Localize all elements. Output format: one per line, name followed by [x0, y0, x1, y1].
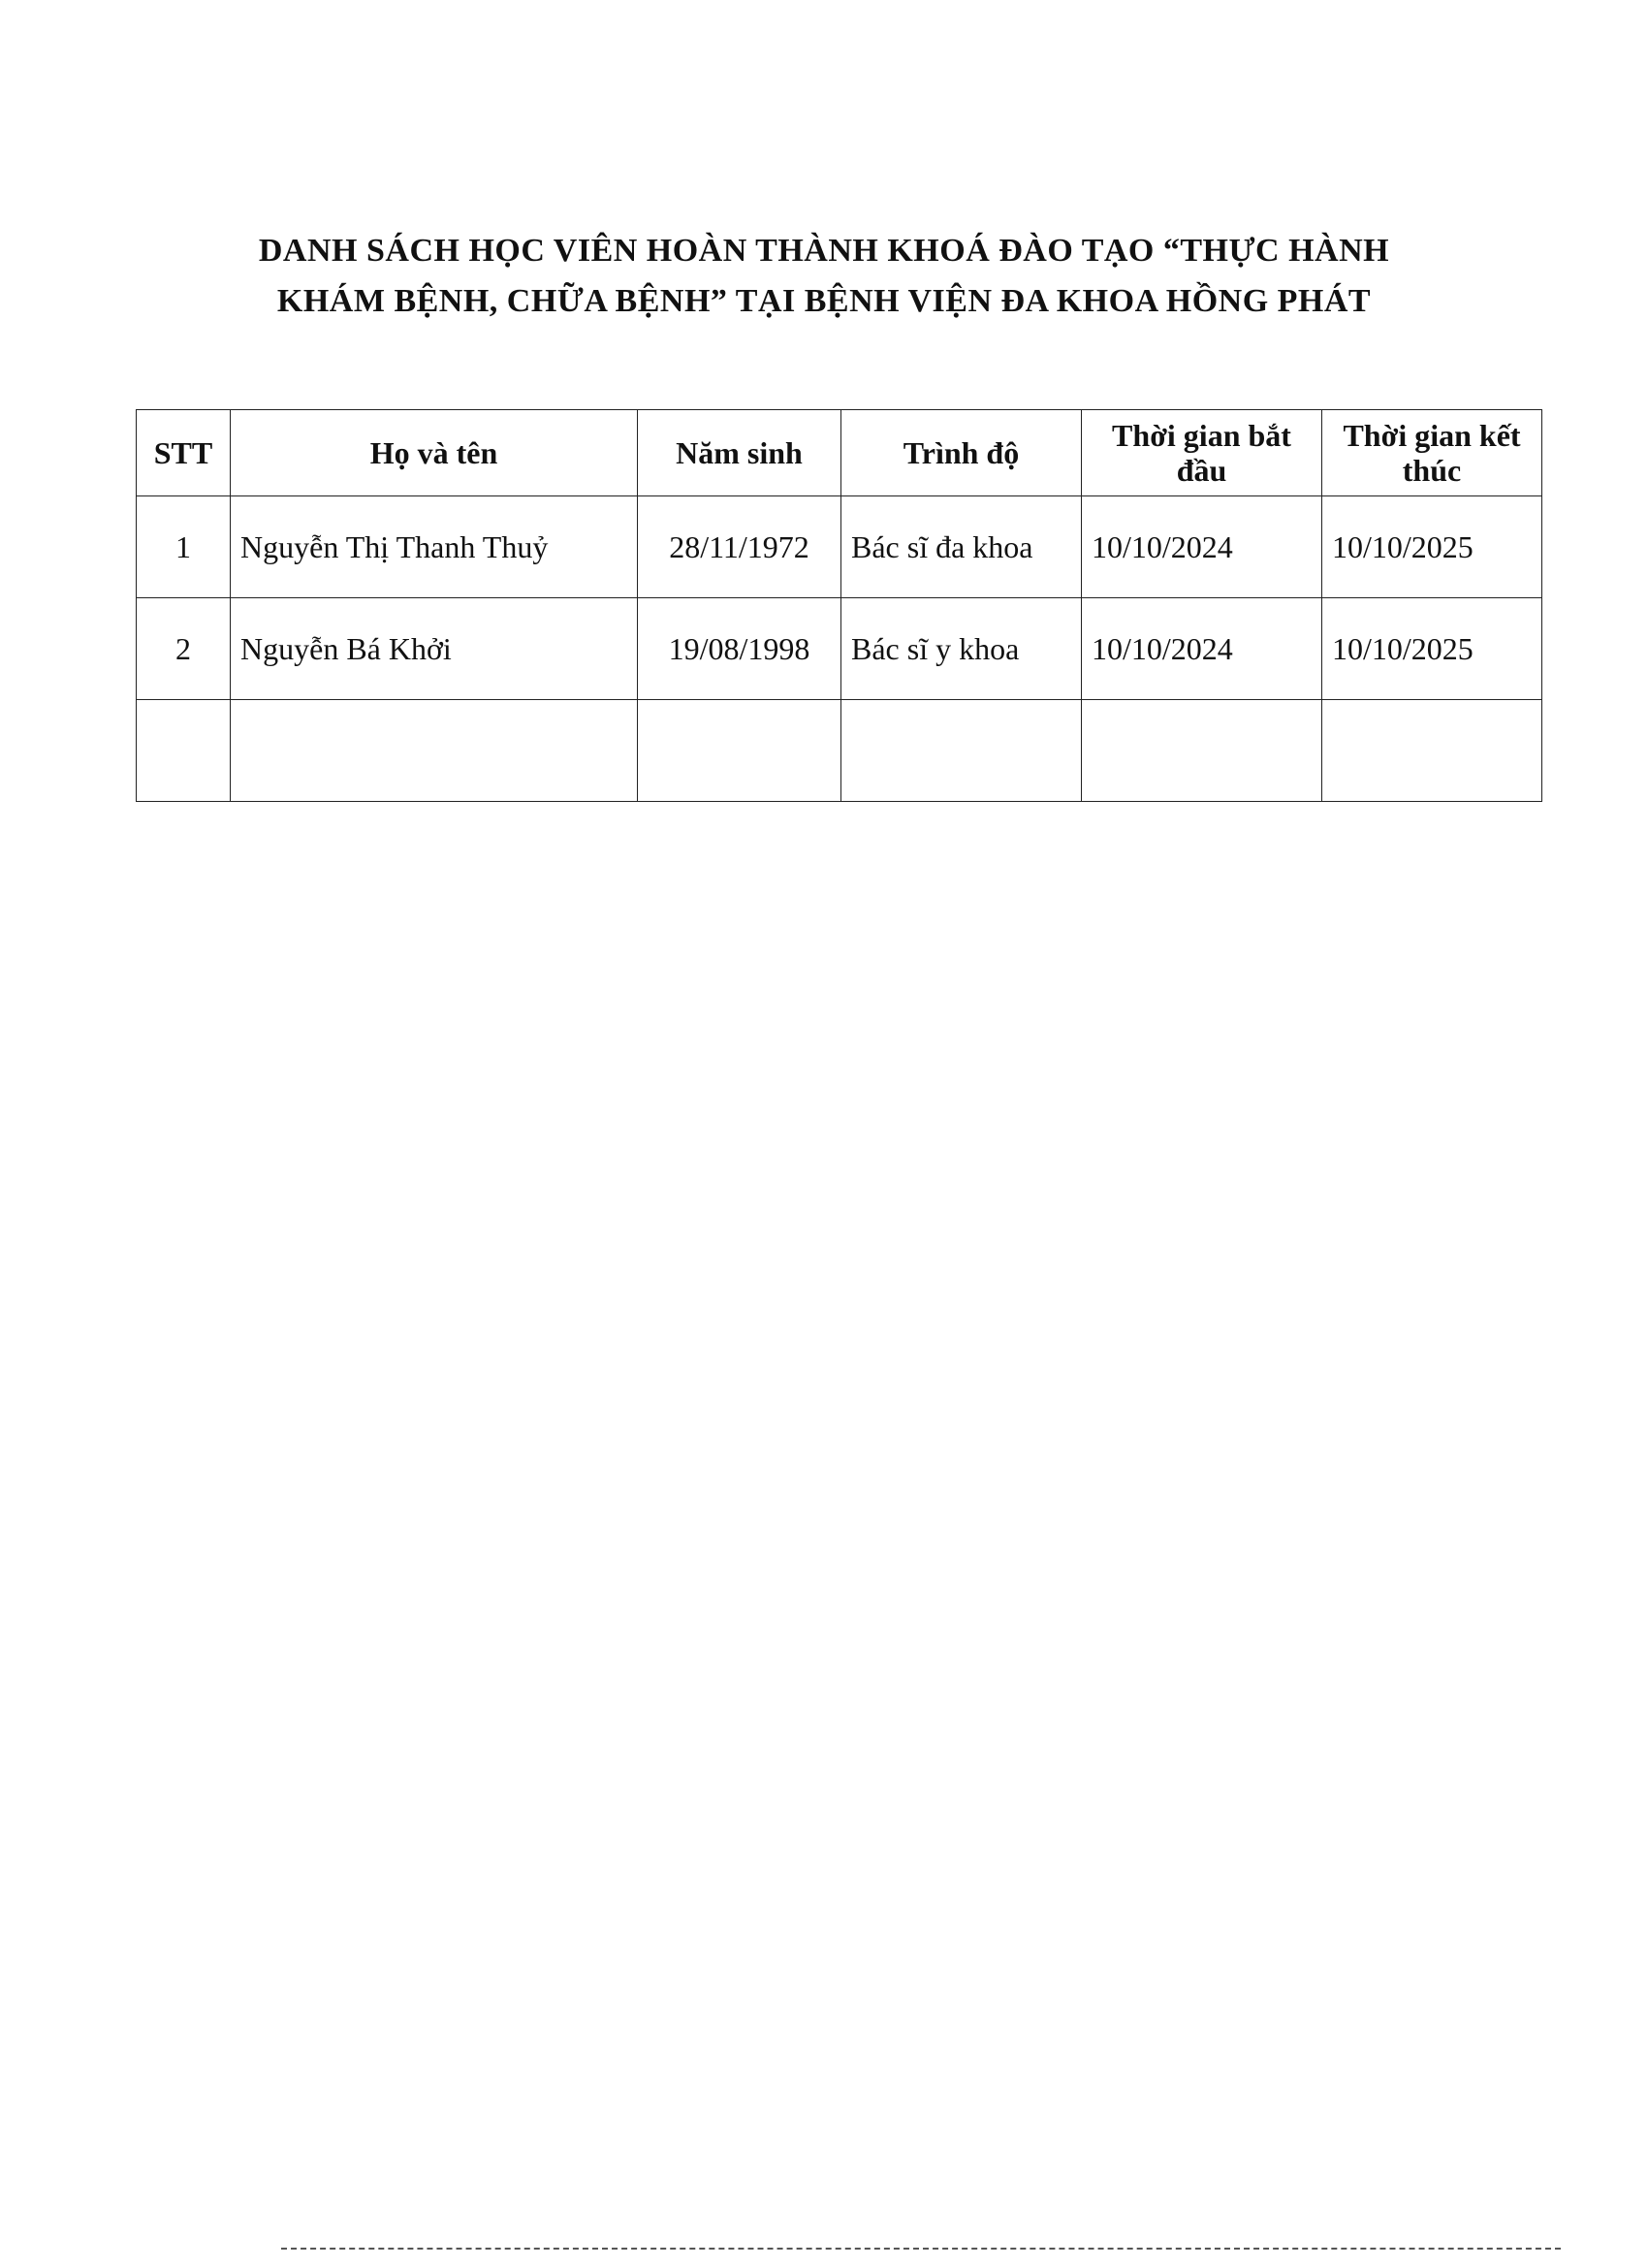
cell-stt: 2 — [137, 598, 231, 700]
header-name: Họ và tên — [231, 410, 638, 496]
cell-start: 10/10/2024 — [1082, 496, 1322, 598]
cell-level: Bác sĩ y khoa — [841, 598, 1082, 700]
cell-start: 10/10/2024 — [1082, 598, 1322, 700]
header-end: Thời gian kết thúc — [1322, 410, 1542, 496]
cell-name: Nguyễn Bá Khởi — [231, 598, 638, 700]
cell-name — [231, 700, 638, 802]
cell-level — [841, 700, 1082, 802]
table-row — [137, 598, 1542, 700]
cell-end — [1322, 700, 1542, 802]
header-level: Trình độ — [841, 410, 1082, 496]
cell-stt: 1 — [137, 496, 231, 598]
cell-birth-year: 28/11/1972 — [638, 496, 841, 598]
footer-scan-line — [281, 2248, 1561, 2250]
table-header-row — [137, 410, 1542, 496]
cell-birth-year: 19/08/1998 — [638, 598, 841, 700]
cell-end: 10/10/2025 — [1322, 496, 1542, 598]
cell-stt — [137, 700, 231, 802]
header-birth-year: Năm sinh — [638, 410, 841, 496]
cell-birth-year — [638, 700, 841, 802]
table-row-empty — [137, 700, 1542, 802]
cell-name: Nguyễn Thị Thanh Thuỷ — [231, 496, 638, 598]
cell-end: 10/10/2025 — [1322, 598, 1542, 700]
cell-level: Bác sĩ đa khoa — [841, 496, 1082, 598]
cell-start — [1082, 700, 1322, 802]
table-row — [137, 496, 1542, 598]
trainee-table — [136, 409, 1542, 802]
document-title-line-1: DANH SÁCH HỌC VIÊN HOÀN THÀNH KHOÁ ĐÀO TẠO “THỰC HÀNH — [258, 233, 1390, 269]
header-start: Thời gian bắt đầu — [1082, 410, 1322, 496]
header-stt: STT — [137, 410, 231, 496]
document-title-line-2: KHÁM BỆNH, CHỮA BỆNH” TẠI BỆNH VIỆN ĐA KHOA HỒNG PHÁT — [276, 283, 1372, 319]
